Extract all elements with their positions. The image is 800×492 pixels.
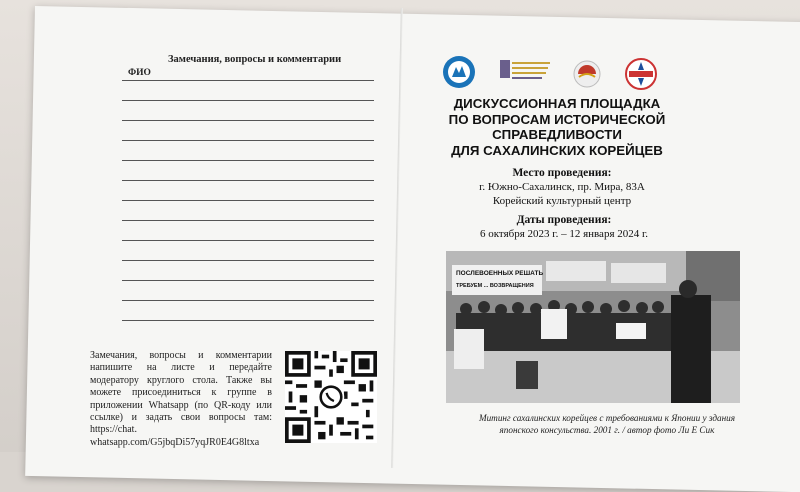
writing-line xyxy=(122,240,374,241)
writing-line xyxy=(122,300,374,301)
historic-photo xyxy=(446,251,740,403)
writing-line xyxy=(122,160,374,161)
logo-emblem-icon xyxy=(573,60,601,88)
logo-star-ribbon-icon xyxy=(625,58,657,90)
title-line: ДИСКУССИОННАЯ ПЛОЩАДКА xyxy=(453,96,661,111)
writing-line xyxy=(122,140,374,141)
writing-line xyxy=(122,100,374,101)
fio-label: ФИО xyxy=(128,68,151,78)
writing-line xyxy=(122,120,374,121)
qr-code-icon xyxy=(285,348,377,446)
event-title xyxy=(412,96,702,158)
protest-photo-image xyxy=(446,251,740,403)
writing-line xyxy=(122,180,374,181)
venue-address: г. Южно-Сахалинск, пр. Мира, 83А xyxy=(479,181,645,193)
venue-name: Корейский культурный центр xyxy=(492,195,632,207)
writing-line xyxy=(122,220,374,221)
photo-caption: Митинг сахалинских корейцев с требованиями к Японии у здания японского консульства. 2001 г. / автор фото Ли Е Сик xyxy=(478,413,736,435)
photo-sign-1: ПОСЛЕВОЕННЫХ РЕШАТЬ xyxy=(456,270,544,277)
dates-label: Даты проведения: xyxy=(516,214,612,226)
title-line: ДЛЯ САХАЛИНСКИХ КОРЕЙЦЕВ xyxy=(451,142,663,158)
comments-title: Замечания, вопросы и комментарии xyxy=(168,54,342,65)
title-line: СПРАВЕДЛИВОСТИ xyxy=(492,127,622,142)
venue-label: Место проведения: xyxy=(512,167,612,179)
writing-line xyxy=(122,260,374,261)
photo-sign-2: ТРЕБУЕМ ... ВОЗВРАЩЕНИЯ xyxy=(456,283,534,289)
writing-line xyxy=(122,320,374,321)
instructions-text xyxy=(90,350,272,449)
writing-line xyxy=(122,280,374,281)
logo-circle-blue-icon xyxy=(442,55,476,89)
writing-line xyxy=(122,200,374,201)
instructions-paragraph: Замечания, вопросы и комментарии напишите на листе и передайте модератору круглого стола. Также вы можете присоединиться к группе в приложении Whatsapp (по QR-коду или ссылке) и задать свои вопросы там: https://chat. whatsapp.com/G5jbqDi57yqJR0E4G8ltxa xyxy=(90,350,272,448)
dates-value: 6 октября 2023 г. – 12 января 2024 г. xyxy=(479,228,649,240)
title-line: ПО ВОПРОСАМ ИСТОРИЧЕСКОЙ xyxy=(448,111,666,127)
logo-building-icon xyxy=(498,56,554,86)
writing-line xyxy=(122,80,374,81)
